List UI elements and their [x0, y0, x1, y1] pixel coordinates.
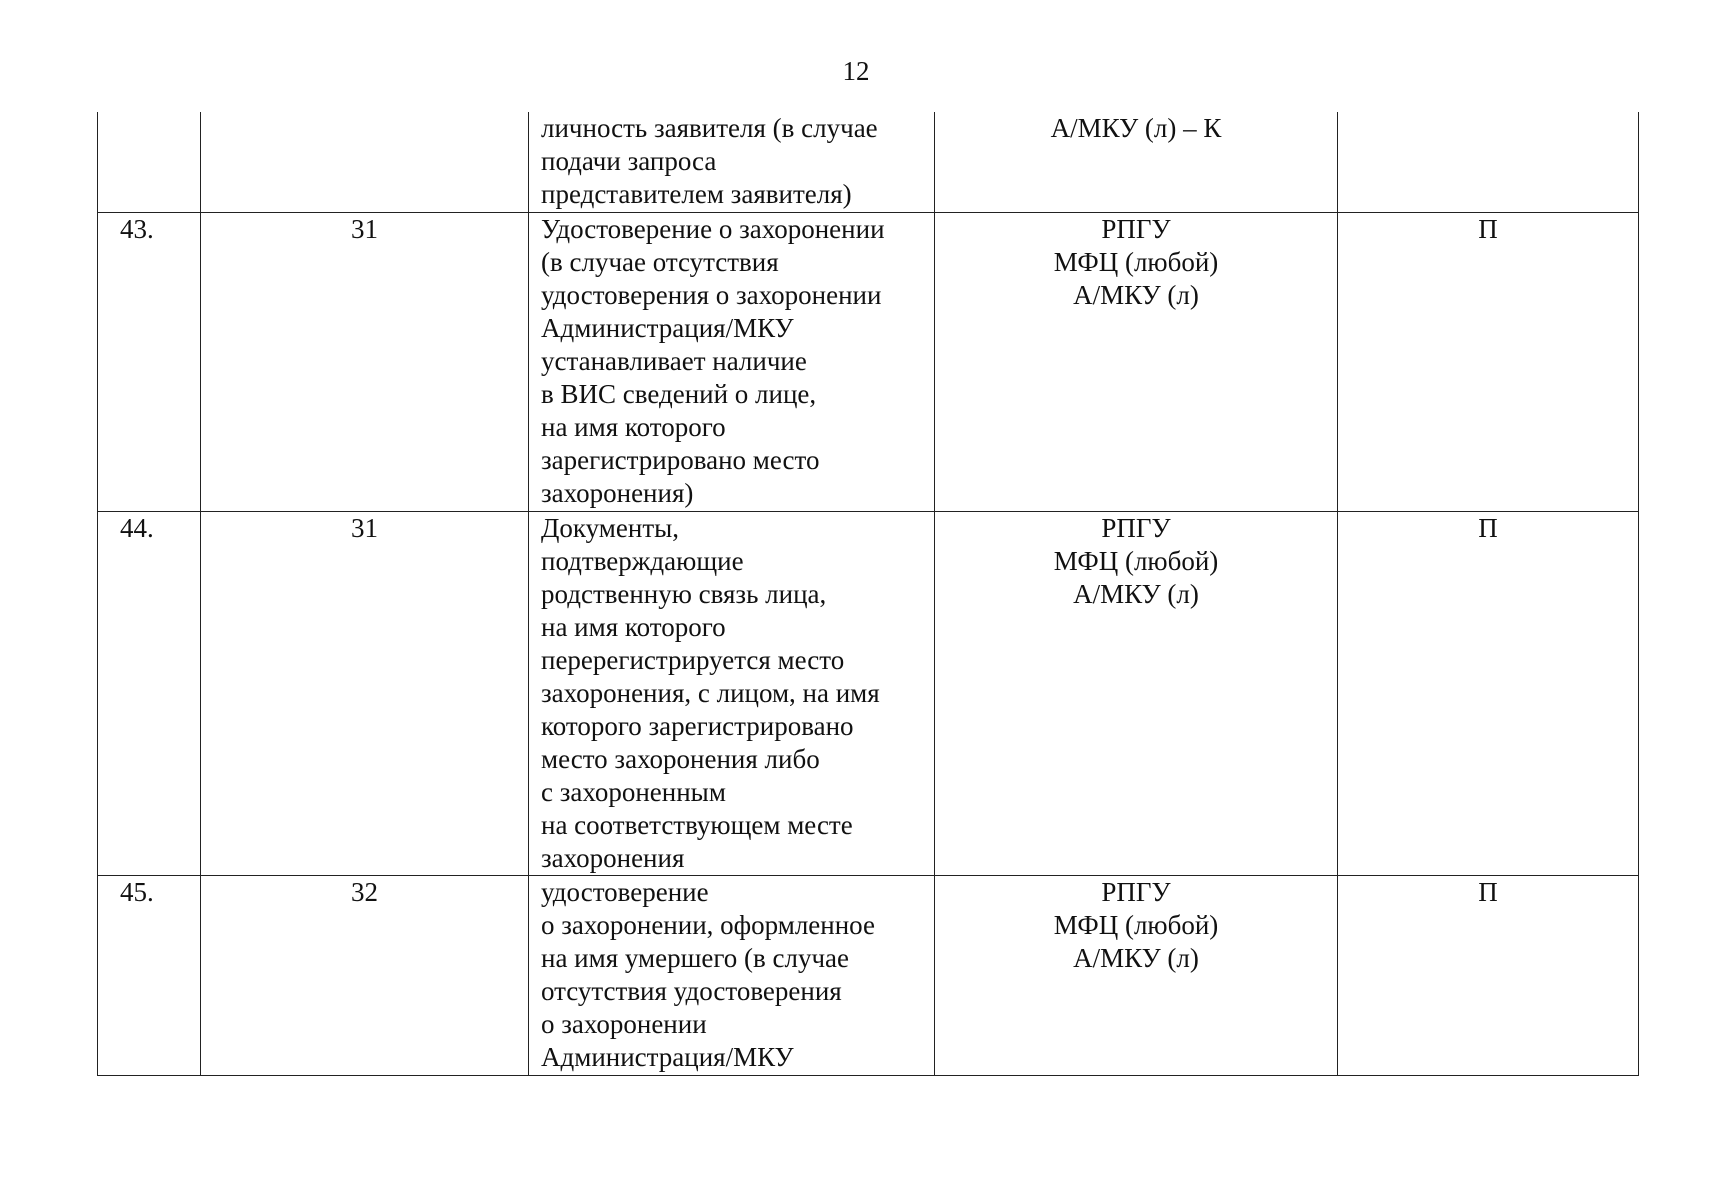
document-line: на имя умершего (в случае — [541, 942, 850, 973]
table-row — [98, 875, 1639, 1075]
where-cell — [935, 875, 1338, 1075]
document-line: захоронения, с лицом, на имя — [541, 677, 880, 708]
type-cell: П — [1338, 511, 1639, 875]
document-line: в ВИС сведений о лице, — [541, 378, 817, 409]
document-line: на соответствующем месте — [541, 809, 853, 840]
document-line: удостоверение — [541, 876, 709, 907]
document-line: зарегистрировано место — [541, 444, 820, 475]
document-line: (в случае отсутствия — [541, 246, 779, 277]
code-cell: 31 — [201, 212, 529, 511]
code-cell: 32 — [201, 875, 529, 1075]
where-line: А/МКУ (л) – К — [1050, 113, 1222, 143]
where-line: РПГУ — [1101, 213, 1171, 244]
document-line: перерегистрируется место — [541, 644, 845, 675]
document-line: о захоронении — [541, 1008, 707, 1039]
document-cell — [529, 875, 935, 1075]
where-line: РПГУ — [1101, 512, 1171, 543]
where-line: А/МКУ (л) — [1073, 279, 1199, 310]
document-line: Удостоверение о захоронении — [541, 213, 885, 244]
document-line: родственную связь лица, — [541, 578, 827, 609]
document-line: устанавливает наличие — [541, 345, 807, 376]
document-line: подтверждающие — [541, 545, 744, 576]
documents-table — [97, 112, 1639, 1076]
where-line: А/МКУ (л) — [1073, 942, 1199, 973]
document-line: с захороненным — [541, 776, 726, 807]
document-line: удостоверения о захоронении — [541, 279, 882, 310]
where-cell — [935, 511, 1338, 875]
document-cell — [529, 511, 935, 875]
where-line: МФЦ (любой) — [1053, 246, 1219, 277]
page-number: 12 — [842, 56, 870, 86]
code-cell: 31 — [201, 511, 529, 875]
document-line: которого зарегистрировано — [541, 710, 854, 741]
document-line: подачи запроса — [541, 146, 717, 176]
document-line: на имя которого — [541, 411, 726, 442]
row-number-cell: 43. — [98, 212, 201, 511]
table-row — [98, 511, 1639, 875]
document-line: Администрация/МКУ — [541, 1041, 794, 1072]
row-number-cell — [98, 112, 201, 212]
table-row — [98, 212, 1639, 511]
document-line: отсутствия удостоверения — [541, 975, 842, 1006]
document-line: захоронения) — [541, 477, 694, 508]
where-line: А/МКУ (л) — [1073, 578, 1199, 609]
document-line: представителем заявителя) — [541, 179, 852, 209]
document-line: личность заявителя (в случае — [541, 113, 878, 143]
document-line: захоронения — [541, 842, 685, 873]
document-line: место захоронения либо — [541, 743, 820, 774]
document-line: Документы, — [541, 512, 680, 543]
row-number-cell: 44. — [98, 511, 201, 875]
type-cell: П — [1338, 212, 1639, 511]
where-line: РПГУ — [1101, 876, 1171, 907]
document-cell — [529, 112, 935, 212]
where-cell — [935, 212, 1338, 511]
table-row-continuation — [98, 112, 1639, 212]
where-line: МФЦ (любой) — [1053, 909, 1219, 940]
document-line: Администрация/МКУ — [541, 312, 794, 343]
document-cell — [529, 212, 935, 511]
type-cell: П — [1338, 875, 1639, 1075]
document-line: о захоронении, оформленное — [541, 909, 875, 940]
where-cell — [935, 112, 1338, 212]
document-line: на имя которого — [541, 611, 726, 642]
code-cell — [201, 112, 529, 212]
where-line: МФЦ (любой) — [1053, 545, 1219, 576]
type-cell — [1338, 112, 1639, 212]
row-number-cell: 45. — [98, 875, 201, 1075]
